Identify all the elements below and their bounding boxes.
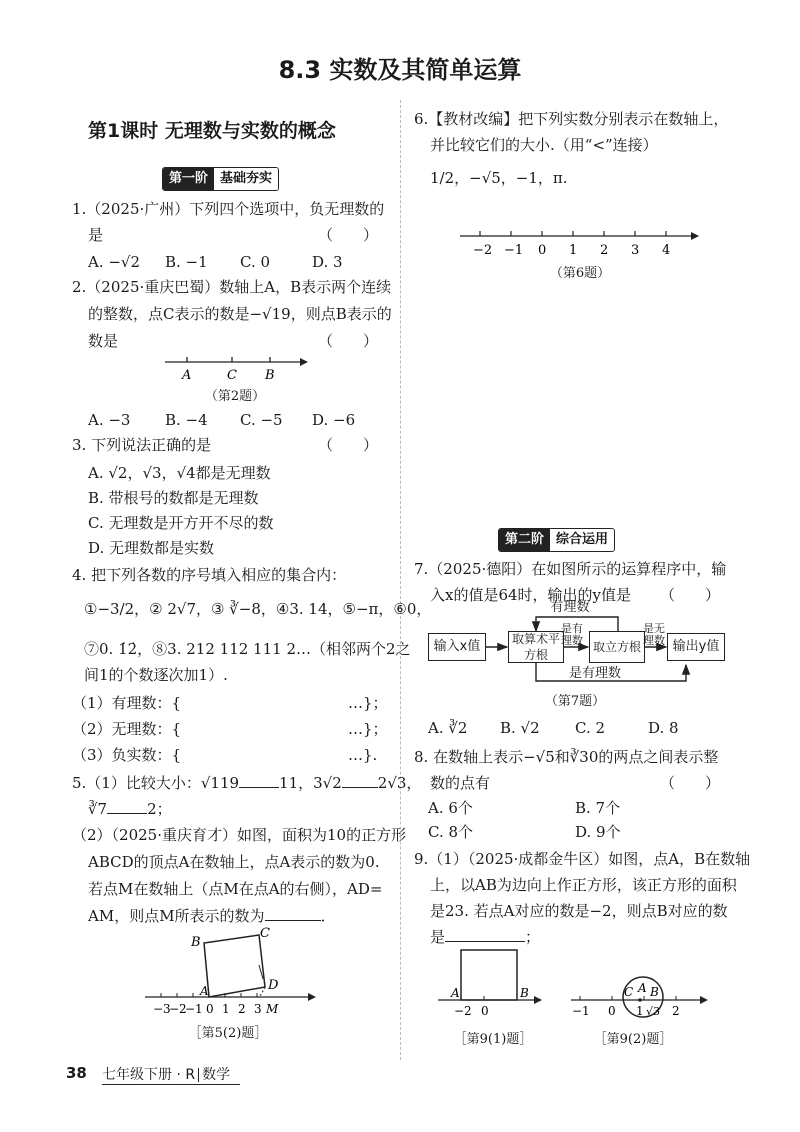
q5-label-c: C: [260, 926, 270, 941]
q6-tick-neg1: −1: [504, 243, 524, 258]
q2-point-c: C: [227, 368, 237, 382]
q1-option-a: A. −√2: [88, 253, 141, 271]
q4-line1: 4. 把下列各数的序号填入相应的集合内：: [72, 566, 347, 584]
q5-tick-4: 0: [206, 1002, 214, 1016]
q6-number-line: [455, 226, 705, 258]
badge-level: 第一阶: [163, 168, 214, 190]
q7-paren: （ ）: [660, 586, 721, 604]
q9-fig2-tick-1: 1: [636, 1004, 644, 1018]
q7-line1: 7.（2025·德阳）在如图所示的运算程序中，输: [414, 560, 727, 578]
footer-rule: [102, 1084, 240, 1085]
q1-option-c: C. 0: [240, 253, 271, 271]
q6-tick-4: 4: [662, 243, 671, 258]
q5-tick-1: −3: [153, 1002, 171, 1016]
q2-paren: （ ）: [318, 332, 379, 350]
section-title: 8.3 实数及其简单运算: [278, 56, 522, 84]
q5-blank-4[interactable]: [265, 904, 321, 921]
q4-line3: ⑦0. 1̇2̇，⑧3. 212 112 111 2…（相邻两个2之: [84, 640, 411, 658]
q3-option-a: A. √2，√3，√4都是无理数: [88, 464, 271, 482]
q1-line1: 1.（2025·广州）下列四个选项中，负无理数的: [72, 200, 385, 218]
q3-stem: 3. 下列说法正确的是: [72, 436, 212, 454]
q2-option-c: C. −5: [240, 411, 283, 429]
badge-comprehensive: [498, 528, 615, 552]
q6-tick-2: 2: [600, 243, 609, 258]
q9-line1: 9.（1）（2025·成都金牛区）如图，点A，B在数轴: [414, 850, 751, 868]
q9-fig1-tick-0: 0: [481, 1004, 489, 1018]
q9-fig2-tick-0: 0: [608, 1004, 616, 1018]
q5-part2-line3: 若点M在数轴上（点M在点A的右侧），AD=: [88, 880, 383, 898]
q5-caption: ［第5(2)题］: [188, 1026, 268, 1041]
footer-book: 七年级下册 · R 数学: [102, 1067, 231, 1083]
badge-name: 基础夯实: [214, 168, 278, 190]
footer-subject: 数学: [202, 1067, 231, 1083]
badge-name: 综合运用: [550, 529, 614, 551]
q9-fig2-caption: ［第9(2)题］: [593, 1032, 673, 1047]
q7-label-is-rational-bottom: 是有理数: [568, 666, 621, 681]
q1-option-b: B. −1: [165, 253, 208, 271]
q7-input-box: 输入x值: [428, 633, 486, 661]
q7-option-a: A. ∛2: [428, 719, 468, 737]
q4-set-rational-end: …}；: [348, 694, 388, 712]
q4-line4: 间1的个数逐次加1）.: [84, 666, 228, 684]
q6-tick-3: 3: [631, 243, 640, 258]
q9-fig2-tick-neg1: −1: [572, 1004, 590, 1018]
q8-line1: 8. 在数轴上表示−√5和∛30的两点之间表示整: [414, 748, 719, 766]
q1-paren: （ ）: [318, 226, 379, 244]
q6-tick-0: 0: [538, 243, 547, 258]
q2-line3: 数是: [88, 332, 119, 350]
q5-label-a: A: [200, 984, 209, 998]
q9-fig2: [566, 972, 716, 1024]
q3-option-c: C. 无理数是开方开不尽的数: [88, 514, 274, 532]
q2-line1: 2.（2025·重庆巴蜀）数轴上A，B表示两个连续: [72, 278, 392, 296]
q7-label-rational: 有理数: [550, 600, 590, 615]
q4-set-negative-end: …}.: [348, 746, 378, 764]
q5-blank-2[interactable]: [342, 771, 378, 788]
badge-level: 第二阶: [499, 529, 550, 551]
q9-line3: 是23. 若点A对应的数是−2，则点B对应的数: [430, 902, 728, 920]
q2-caption: （第2题）: [204, 389, 266, 404]
q3-option-b: B. 带根号的数都是无理数: [88, 489, 259, 507]
q8-option-d: D. 9个: [575, 823, 621, 841]
q1-line2: 是: [88, 226, 104, 244]
q5-label-m: M: [266, 1002, 279, 1016]
q7-output-box: 输出y值: [667, 633, 725, 661]
q7-caption: （第7题）: [544, 694, 606, 709]
q5-part2-line1: （2）（2025·重庆育才）如图，面积为10的正方形: [72, 826, 407, 844]
q7-cbrt-box: 取立方根: [589, 631, 645, 663]
q7-option-b: B. √2: [500, 719, 540, 737]
q5-part2-line2: ABCD的顶点A在数轴上，点A表示的数为0.: [88, 853, 380, 871]
q9-fig2-tick-sqrt3: √3: [646, 1005, 661, 1018]
q9-fig2-tick-2: 2: [672, 1004, 680, 1018]
q2-point-a: A: [182, 368, 192, 382]
q8-option-a: A. 6个: [428, 799, 473, 817]
q5-tick-2: −2: [169, 1002, 187, 1016]
q7-line2: 入x的值是64时，输出的y值是: [430, 586, 632, 604]
q3-option-d: D. 无理数都是实数: [88, 539, 215, 557]
q8-option-b: B. 7个: [575, 799, 621, 817]
lesson-title: 第1课时 无理数与实数的概念: [88, 120, 336, 142]
q9-fig1-label-b: B: [520, 986, 529, 1000]
q2-option-d: D. −6: [312, 411, 356, 429]
q6-line2: 并比较它们的大小.（用“<”连接）: [430, 136, 658, 154]
q5-figure: [140, 925, 320, 1021]
q5-blank-3[interactable]: [107, 797, 147, 814]
q5-label-b: B: [191, 935, 201, 950]
q9-line2: 上，以AB为边向上作正方形，该正方形的面积: [430, 876, 737, 894]
q2-point-b: B: [265, 368, 275, 382]
q3-paren: （ ）: [318, 436, 379, 454]
q4-set-rational: （1）有理数：{: [72, 694, 182, 712]
q5-tick-6: 2: [238, 1002, 246, 1016]
q2-number-line: [160, 352, 310, 382]
q6-line3: 1/2，−√5，−1，π.: [430, 169, 568, 187]
q5-tick-5: 1: [222, 1002, 230, 1016]
q9-fig1-tick-neg2: −2: [454, 1004, 472, 1018]
q1-option-d: D. 3: [312, 253, 343, 271]
q5-tick-7: 3: [254, 1002, 262, 1016]
q2-line2: 的整数，点C表示的数是−√19，则点B表示的: [88, 305, 392, 323]
q2-option-b: B. −4: [165, 411, 208, 429]
q8-paren: （ ）: [660, 774, 721, 792]
q6-tick-neg2: −2: [473, 243, 493, 258]
q7-label-is-irrational: 是无理数: [643, 622, 665, 647]
badge-basic: [162, 167, 279, 191]
q9-fig1-label-a: A: [451, 986, 460, 1000]
q9-line4: 是 ；: [430, 924, 540, 950]
q5-line2: ∛7 2；: [88, 796, 172, 822]
page-number: 38: [66, 1064, 87, 1082]
q9-fig2-label-a: A: [638, 981, 647, 995]
q9-fig1-caption: ［第9(1)题］: [453, 1032, 533, 1047]
q7-option-c: C. 2: [575, 719, 606, 737]
q5-part2-line4: AM，则点M所表示的数为 ．: [88, 903, 336, 929]
q8-option-c: C. 8个: [428, 823, 474, 841]
q4-set-irrational-end: …}；: [348, 720, 388, 738]
q5-blank-1[interactable]: [239, 771, 279, 788]
column-divider: [400, 100, 401, 1060]
q6-caption: （第6题）: [549, 266, 611, 281]
q9-fig1: [436, 945, 546, 1025]
q6-tick-1: 1: [569, 243, 578, 258]
q5-tick-3: −1: [185, 1002, 203, 1016]
q4-set-negative: （3）负实数：{: [72, 746, 182, 764]
q2-option-a: A. −3: [88, 411, 131, 429]
q7-option-d: D. 8: [648, 719, 679, 737]
q9-blank[interactable]: [445, 925, 525, 942]
q7-label-is-rational: 是有理数: [561, 622, 583, 647]
q4-line2: ①−3/2，② 2√7，③ ∛−8，④3. 14，⑤−π，⑥0，: [84, 600, 432, 618]
q9-fig2-label-b: B: [650, 985, 659, 999]
q5-line1: 5.（1）比较大小：√119 11，3√2 2√3，: [72, 770, 421, 796]
q5-label-d: D: [268, 978, 279, 993]
q4-set-irrational: （2）无理数：{: [72, 720, 182, 738]
q7-sqrt-box: 取算术平方根: [508, 631, 564, 663]
q8-line2: 数的点有: [430, 774, 491, 792]
q6-line1: 6.【教材改编】把下列实数分别表示在数轴上，: [414, 110, 729, 128]
q9-fig2-label-c: C: [624, 985, 634, 999]
